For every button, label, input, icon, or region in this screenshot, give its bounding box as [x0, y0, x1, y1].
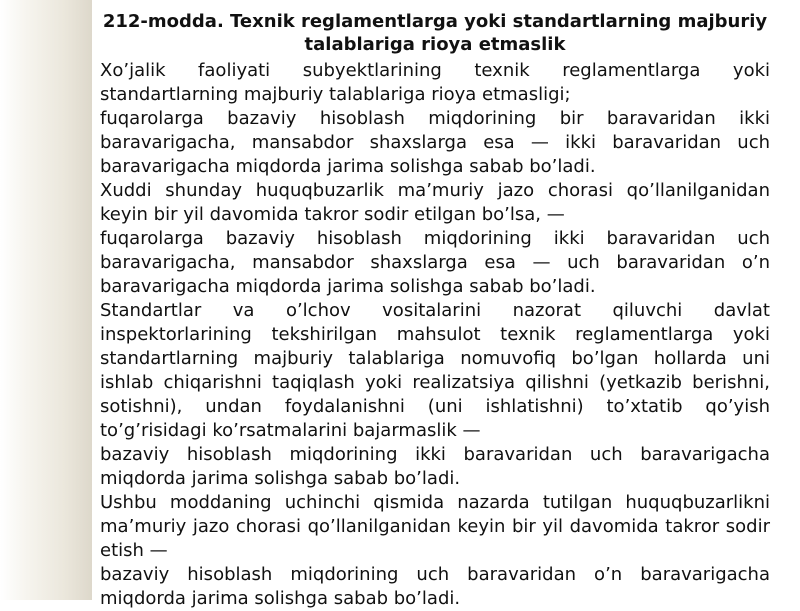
article-paragraph-1: Xo’jalik faoliyati subyektlarining texnik reglamentlarga yoki standartlarning majburiy talablariga rioya etmasligi;	[100, 60, 770, 105]
article-paragraph-2: fuqarolarga bazaviy hisoblash miqdorining bir baravaridan ikki baravarigacha, mansabdor shaxslarga esa — ikki baravaridan uch baravarigacha miqdorda jarima solishga sabab bo’ladi.	[100, 108, 770, 177]
article-paragraph-3: Xuddi shunday huquqbuzarlik ma’muriy jazo chorasi qo’llanilganidan keyin bir yil davomida takror sodir etilgan bo’lsa, —	[100, 180, 770, 225]
article-paragraph-6: bazaviy hisoblash miqdorining ikki baravaridan uch baravarigacha miqdorda jarima solishga sabab bo’ladi.	[100, 444, 770, 489]
article-paragraph-8: bazaviy hisoblash miqdorining uch baravaridan o’n baravarigacha miqdorda jarima solishga sabab bo’ladi.	[100, 564, 770, 609]
left-margin-shade	[0, 0, 92, 600]
article-page	[100, 10, 770, 611]
article-title: 212-modda. Texnik reglamentlarga yoki standartlarning majburiy talablariga rioya etmaslik	[102, 11, 768, 55]
article-paragraph-7: Ushbu moddaning uchinchi qismida nazarda tutilgan huquqbuzarlikni ma’muriy jazo chorasi qo’llanilganidan keyin bir yil davomida takror sodir etish —	[100, 492, 770, 561]
article-paragraph-5: Standartlar va o’lchov vositalarini nazorat qiluvchi davlat inspektorlarining tekshirilgan mahsulot texnik reglamentlarga yoki standartlarning majburiy talablariga nomuvofiq bo’lgan hollarda uni ishlab chiqarishni taqiqlash yoki realizatsiya qilishni (yetkazib berishni, sotishni), undan foydalanishni (uni ishlatishni) to’xtatib qo’yish to’g’risidagi ko’rsatmalarini bajarmaslik —	[100, 300, 770, 441]
article-paragraph-4: fuqarolarga bazaviy hisoblash miqdorining ikki baravaridan uch baravarigacha, mansabdor shaxslarga esa — uch baravaridan o’n baravarigacha miqdorda jarima solishga sabab bo’ladi.	[100, 228, 770, 297]
